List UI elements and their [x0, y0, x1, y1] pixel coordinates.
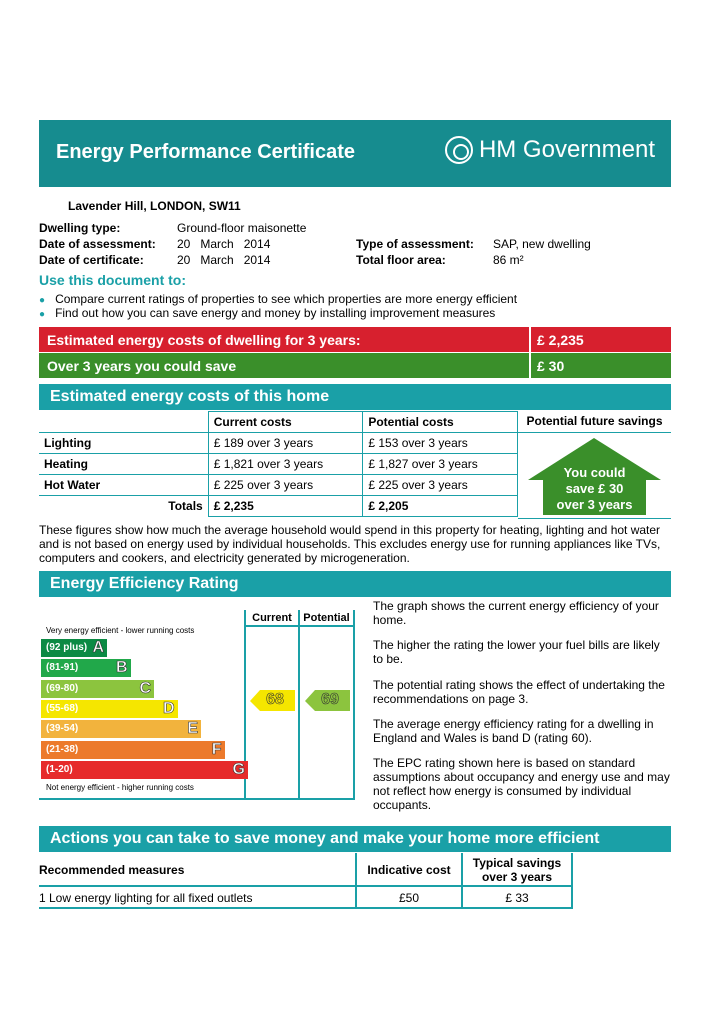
costs-table [39, 411, 518, 517]
totals-row [39, 496, 518, 517]
hm-government-logo [445, 136, 655, 164]
floor-area-label: Total floor area: [356, 253, 446, 267]
use-heading: Use this document to: [39, 272, 187, 288]
band-range: (39-54) [46, 723, 79, 735]
col-future-header: Potential future savings [518, 411, 671, 433]
row-current: £ 189 over 3 years [208, 433, 363, 454]
gov-label: HM Government [478, 136, 655, 163]
col-savings-line: Typical savings [472, 856, 562, 870]
rating-band-g [41, 761, 248, 779]
band-range: (1-20) [46, 763, 73, 775]
certificate-date-label: Date of certificate: [39, 253, 144, 267]
estimated-cost-label: Estimated energy costs of dwelling for 3 years: [47, 332, 361, 348]
band-letter: B [115, 659, 128, 677]
rating-heading-bar [39, 571, 671, 597]
col-measures-header: Recommended measures [39, 863, 185, 877]
house-line: save £ 30 [565, 481, 624, 496]
rating-col-current: Current [252, 612, 292, 624]
rating-band-c [41, 680, 154, 698]
certificate-date-value: 20 March 2014 [177, 253, 271, 267]
house-text [526, 465, 663, 513]
band-letter: F [211, 740, 222, 758]
band-letter: C [139, 679, 151, 697]
current-rating-value: 68 [266, 691, 284, 708]
rating-paragraph: The potential rating shows the effect of undertaking the recommendations on page 3. [373, 678, 665, 706]
rating-top-note: Very energy efficient - lower running costs [46, 626, 195, 635]
measure-name: 1 Low energy lighting for all fixed outlets [39, 891, 253, 905]
rating-col-potential: Potential [303, 612, 350, 624]
potential-rating-value: 69 [321, 691, 339, 708]
floor-area-value: 86 m² [493, 253, 524, 267]
list-item [39, 292, 517, 306]
estimated-cost-value: £ 2,235 [537, 332, 584, 348]
col-cost-header: Indicative cost [367, 863, 451, 877]
rating-paragraph: The EPC rating shown here is based on standard assumptions about occupancy and energy use and may not reflect how energy is consumed by individual occupants. [373, 756, 670, 812]
actions-heading-bar [39, 826, 671, 852]
dwelling-type-value: Ground-floor maisonette [177, 221, 307, 235]
actions-table [39, 853, 573, 909]
cost-note: These figures show how much the average household would spend in this property for heating, lighting and hot water and is not based on energy used by individual households. This excludes energy use for running appliances like TVs, computers and cookers, and electricity generated by microgeneration. [39, 523, 661, 565]
rating-paragraph: The higher the rating the lower your fuel bills are likely to be. [373, 638, 660, 666]
rating-band-d [41, 700, 178, 718]
costs-heading-bar [39, 384, 671, 410]
measure-cost: £50 [398, 891, 420, 905]
table-row [39, 454, 518, 475]
bullet-icon: ● [39, 295, 46, 306]
costs-heading: Estimated energy costs of this home [50, 388, 330, 405]
save-value: £ 30 [537, 358, 565, 374]
rating-heading: Energy Efficiency Rating [50, 575, 239, 592]
band-letter: G [232, 760, 245, 778]
total-potential: £ 2,205 [363, 496, 518, 517]
rating-band-f [41, 741, 225, 759]
row-potential: £ 153 over 3 years [363, 433, 518, 454]
header-banner [39, 120, 671, 187]
row-name: Lighting [39, 433, 208, 454]
row-name: Hot Water [39, 475, 208, 496]
band-letter: A [92, 639, 104, 656]
rating-band-e [41, 720, 201, 738]
row-potential: £ 1,827 over 3 years [363, 454, 518, 475]
col-savings-header [463, 856, 571, 884]
save-bar [39, 353, 671, 378]
future-savings-cell [518, 433, 671, 519]
total-current: £ 2,235 [208, 496, 363, 517]
band-range: (55-68) [46, 702, 79, 714]
col-savings-line: over 3 years [481, 870, 553, 884]
row-current: £ 1,821 over 3 years [208, 454, 363, 475]
house-line: over 3 years [556, 497, 633, 512]
row-current: £ 225 over 3 years [208, 475, 363, 496]
col-potential-header: Potential costs [363, 412, 518, 433]
address: Lavender Hill, LONDON, SW11 [68, 199, 241, 213]
row-potential: £ 225 over 3 years [363, 475, 518, 496]
use-bullet-list [39, 292, 517, 320]
row-name: Heating [39, 454, 208, 475]
bullet-text: Find out how you can save energy and money by installing improvement measures [55, 306, 496, 320]
assessment-type-label: Type of assessment: [356, 237, 474, 251]
table-row [39, 433, 518, 454]
band-letter: E [187, 720, 198, 738]
bullet-icon: ● [39, 309, 46, 320]
totals-label: Totals [39, 496, 208, 517]
assessment-type-value: SAP, new dwelling [493, 237, 591, 251]
band-range: (92 plus) [46, 642, 88, 653]
rating-paragraph: The average energy efficiency rating for a dwelling in England and Wales is band D (rating 60). [373, 717, 654, 745]
band-range: (21-38) [46, 743, 79, 755]
band-range: (69-80) [46, 682, 79, 694]
rating-band-a [41, 639, 107, 657]
bullet-text: Compare current ratings of properties to see which properties are more energy efficient [55, 292, 518, 306]
measure-savings: £ 33 [505, 891, 529, 905]
dwelling-type-label: Dwelling type: [39, 221, 121, 235]
rating-bottom-note: Not energy efficient - higher running costs [46, 783, 194, 792]
save-label: Over 3 years you could save [47, 358, 237, 374]
band-range: (81-91) [46, 662, 79, 674]
estimated-cost-bar [39, 327, 671, 352]
actions-heading: Actions you can take to save money and make your home more efficient [50, 830, 600, 847]
table-row [39, 475, 518, 496]
band-letter: D [162, 699, 175, 717]
col-current-header: Current costs [208, 412, 363, 433]
rating-paragraph: The graph shows the current energy efficiency of your home. [373, 599, 659, 627]
list-item [39, 306, 517, 320]
assessment-date-value: 20 March 2014 [177, 237, 271, 251]
house-line: You could [563, 465, 626, 480]
crest-icon [445, 136, 473, 164]
rating-band-b [41, 659, 131, 677]
page-title: Energy Performance Certificate [56, 141, 356, 163]
assessment-date-label: Date of assessment: [39, 237, 156, 251]
